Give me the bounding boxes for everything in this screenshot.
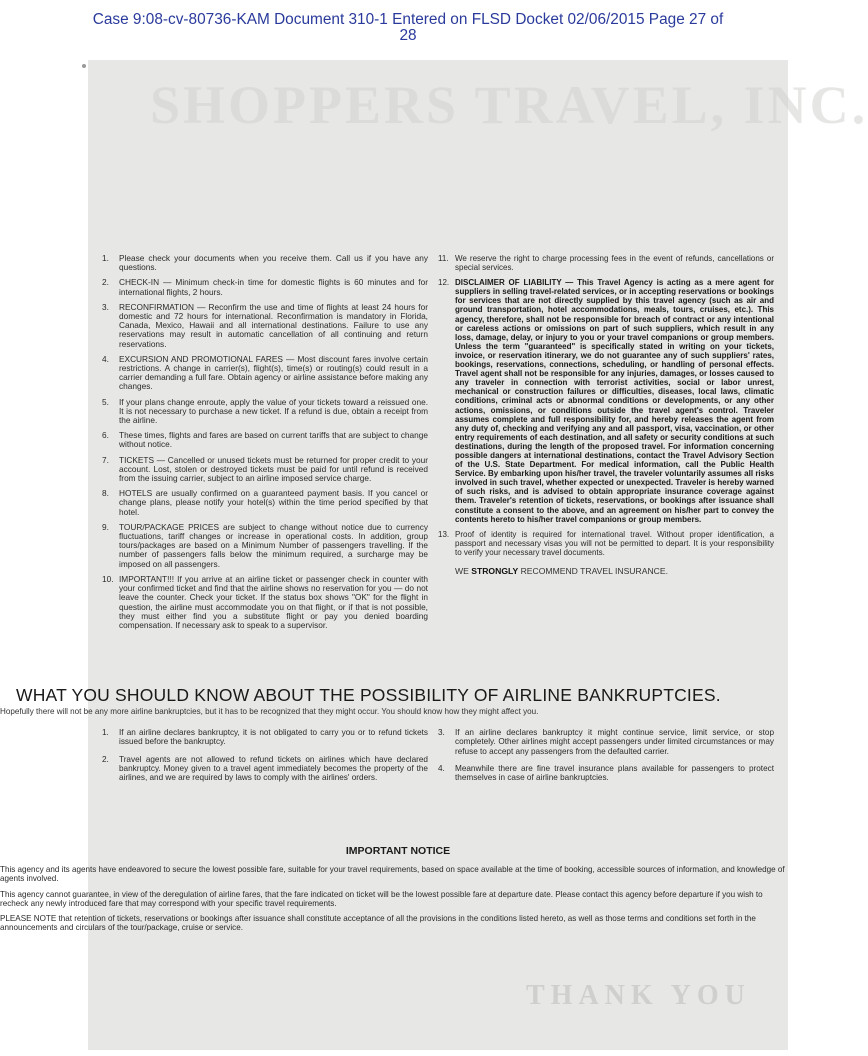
case-header [0,12,816,44]
item-number: 12. [438,278,450,288]
bankruptcy-left-column [102,728,428,790]
item-number: 5. [102,396,109,407]
numbered-item [102,355,428,392]
important-notice [0,845,796,939]
scan-speck [82,64,86,68]
numbered-item [102,523,428,569]
item-text: These times, flights and fares are based on current tariffs that are subject to change without notice. [119,430,428,450]
item-text: TICKETS — Cancelled or unused tickets must be returned for proper credit to your account. Lost, stolen or destroyed tickets must be paid for until refund is received from the issuing carrier, subject to an airline imposed service charge. [119,454,428,484]
item-number: 4. [438,763,445,773]
notice-paragraph: This agency cannot guarantee, in view of the deregulation of airline fares, that the fare indicated on ticket will be the lowest possible fare at departure date. Please contact this agency before departure if you wish to recheck any newly introduced fare that may correspond with your specific travel requirements. [0,889,763,908]
item-text: If an airline declares bankruptcy it might continue service, limit service, or stop completely. Other airlines might accept passengers under limited circumstances or may refuse to accept any passengers from the defaulted carrier. [455,728,774,756]
item-number: 1. [102,728,109,737]
item-number: 9. [102,521,109,532]
bankruptcy-heading: WHAT YOU SHOULD KNOW ABOUT THE POSSIBILITY OF AIRLINE BANKRUPTCIES. [16,685,721,705]
item-number: 2. [102,277,109,288]
item-number: 3. [102,301,109,312]
numbered-item [102,755,428,783]
case-header-line-2: 28 [399,27,417,44]
notice-paragraph: This agency and its agents have endeavored to secure the lowest possible fare, suitable for your travel requirements, based on space available at the time of booking, accessible sources of information, and knowledge of agents involved. [0,865,785,884]
numbered-item [438,728,774,756]
item-number: 1. [102,253,109,263]
numbered-item [102,303,428,349]
item-number: 7. [102,454,109,465]
numbered-item [102,254,428,272]
item-text: Proof of identity is required for international travel. Without proper identification, a passport and necessary visas you will not be permitted to depart. It is your responsibility to verify your necessary travel documents. [455,529,774,557]
item-text: EXCURSION AND PROMOTIONAL FARES — Most discount fares involve certain restrictions. A change in carrier(s), flight(s), time(s) or routing(s) could result in a carrier demanding a full fare. Obtain agency or airline assistance before making any changes. [119,353,428,392]
bankruptcy-right-column [438,728,774,790]
case-header-line-1: Case 9:08-cv-80736-KAM Document 310-1 Entered on FLSD Docket 02/06/2015 Page 27 of [92,11,724,28]
item-number: 13. [438,529,450,539]
bankruptcy-subheading: Hopefully there will not be any more airline bankruptcies, but it has to be recognized that they might occur. You should know how they might affect you. [0,707,539,716]
numbered-item [102,431,428,449]
item-number: 8. [102,488,109,499]
item-text: We reserve the right to charge processing fees in the event of refunds, cancellations or special services. [455,254,774,273]
terms-left-column [102,254,428,636]
notice-heading: IMPORTANT NOTICE [345,845,451,857]
item-number: 3. [438,728,445,737]
recommend-suffix: RECOMMEND TRAVEL INSURANCE. [518,566,668,576]
item-text: RECONFIRMATION — Reconfirm the use and time of flights at least 24 hours for domestic and 72 hours for international. Reconfirmation is mandatory in Florida, Canada, Mexico, Hawaii and all international destinations. Failure to use any reservations may result in automatic cancellation of all continuing and return reservations. [119,301,428,349]
numbered-item [438,530,774,557]
scanned-document [0,60,868,1050]
recommend-prefix: WE [455,566,472,576]
numbered-item [102,278,428,296]
item-number: 6. [102,430,109,441]
masthead-logo: SHOPPERS TRAVEL, INC. [150,75,868,135]
thank-you-stamp: THANK YOU [526,980,751,1011]
numbered-item [102,398,428,426]
item-number: 4. [102,353,109,364]
item-number: 2. [102,754,109,764]
item-text: If an airline declares bankruptcy, it is not obligated to carry you or to refund tickets issued before the bankruptcy. [119,728,428,747]
item-text: TOUR/PACKAGE PRICES are subject to change without notice due to currency fluctuations, tariff changes or increase in operational costs. In addition, group tours/packages are based on a Minimum Number of passengers travelling. If the number of passengers falls below the minimum required, a surcharge may be imposed on all passengers. [119,521,428,569]
numbered-item [438,764,774,783]
recommend-strong: STRONGLY [471,566,519,576]
item-text: Please check your documents when you receive them. Call us if you have any questions. [119,253,428,273]
item-number: 10. [102,573,114,584]
terms-right-column [438,254,774,576]
notice-paragraph: PLEASE NOTE that retention of tickets, reservations or bookings after issuance shall constitute acceptance of all the provisions in the conditions listed hereto, as well as those terms and conditions set forth in the announcements and circulars of the tour/package, cruise or service. [0,914,756,933]
numbered-item [438,278,774,524]
item-text: Travel agents are not allowed to refund tickets on airlines which have declared bankruptcy. Money given to a travel agent immediately becomes the property of the airlines, and we are required by laws to comply with the airlines' orders. [119,754,428,783]
numbered-item [102,489,428,517]
insurance-recommendation [438,566,774,576]
item-text: If your plans change enroute, apply the value of your tickets toward a reissued one. It is not necessary to purchase a new ticket. If a refund is due, obtain a receipt from the airline. [119,396,428,426]
item-text: IMPORTANT!!! If you arrive at an airline ticket or passenger check in counter with your confirmed ticket and find that the airline shows no reservation for you — do not leave the counter. Check your ticket. If the status box shows "OK" for the flight in question, the airline must accommodate you on that flight, or if that is not possible, they must either find you a substitute flight or pay you denied boarding compensation. If necessary ask to speak to a supervisor. [119,573,428,630]
item-text: HOTELS are usually confirmed on a guaranteed payment basis. If you cancel or change plans, please notify your hotel(s) within the time period specified by that hotel. [119,488,428,517]
item-text: CHECK-IN — Minimum check-in time for domestic flights is 60 minutes and for international flights, 2 hours. [119,277,428,297]
numbered-item [438,254,774,272]
numbered-item [102,575,428,630]
numbered-item [102,456,428,484]
item-number: 11. [438,254,449,263]
numbered-item [102,728,428,747]
item-text: DISCLAIMER OF LIABILITY — This Travel Agency is acting as a mere agent for suppliers in selling travel-related services, or in accepting reservations or bookings for services that are not directly supplied by this travel agency (such as air and ground transportation, hotel accommodations, meals, tours, cruises, etc.). This agency, therefore, shall not be responsible for breach of contract or any intentional or careless actions or omissions on part of such suppliers, which result in any loss, damage, delay, or injury to you or your travel companions or group members. Unless the term "guaranteed" is specifically stated in writing on your tickets, invoice, or reservation itinerary, we do not guarantee any of such suppliers' rates, bookings, reservations, connections, scheduling, or handling of personal effects. Travel agent shall not be responsible for any injuries, damages, or losses caused to any traveler in connection with terrorist activities, social or labor unrest, mechanical or construction failures or difficulties, diseases, local laws, climatic conditions, criminal acts or abnormal conditions or developments, or any other actions, omissions, or conditions outside the travel agent's control. Traveler assumes complete and full responsibility for, and hereby releases the agent from any duty of, checking and verifying any and all passport, visa, vaccination, or other entry requirements of each destination, and all safety or security conditions at such destinations, during the length of the proposed travel. For information concerning possible dangers at international destinations, contact the Travel Advisory Section of the U.S. State Department. For medical information, call the Public Health Service. By embarking upon his/her travel, the traveler voluntarily assumes all risks involved in such travel, whether expected or unexpected. Traveler is hereby warned of such risks, and is advised to obtain appropriate insurance coverage against them. Traveler's retention of tickets, reservations, or bookings after issuance shall constitute a consent to the above, and an agreement on his/her part to convey the contents hereto to his/her travel companions or group members. [455,278,774,524]
item-text: Meanwhile there are fine travel insurance plans available for passengers to protect themselves in case of airline bankruptcies. [455,763,774,783]
